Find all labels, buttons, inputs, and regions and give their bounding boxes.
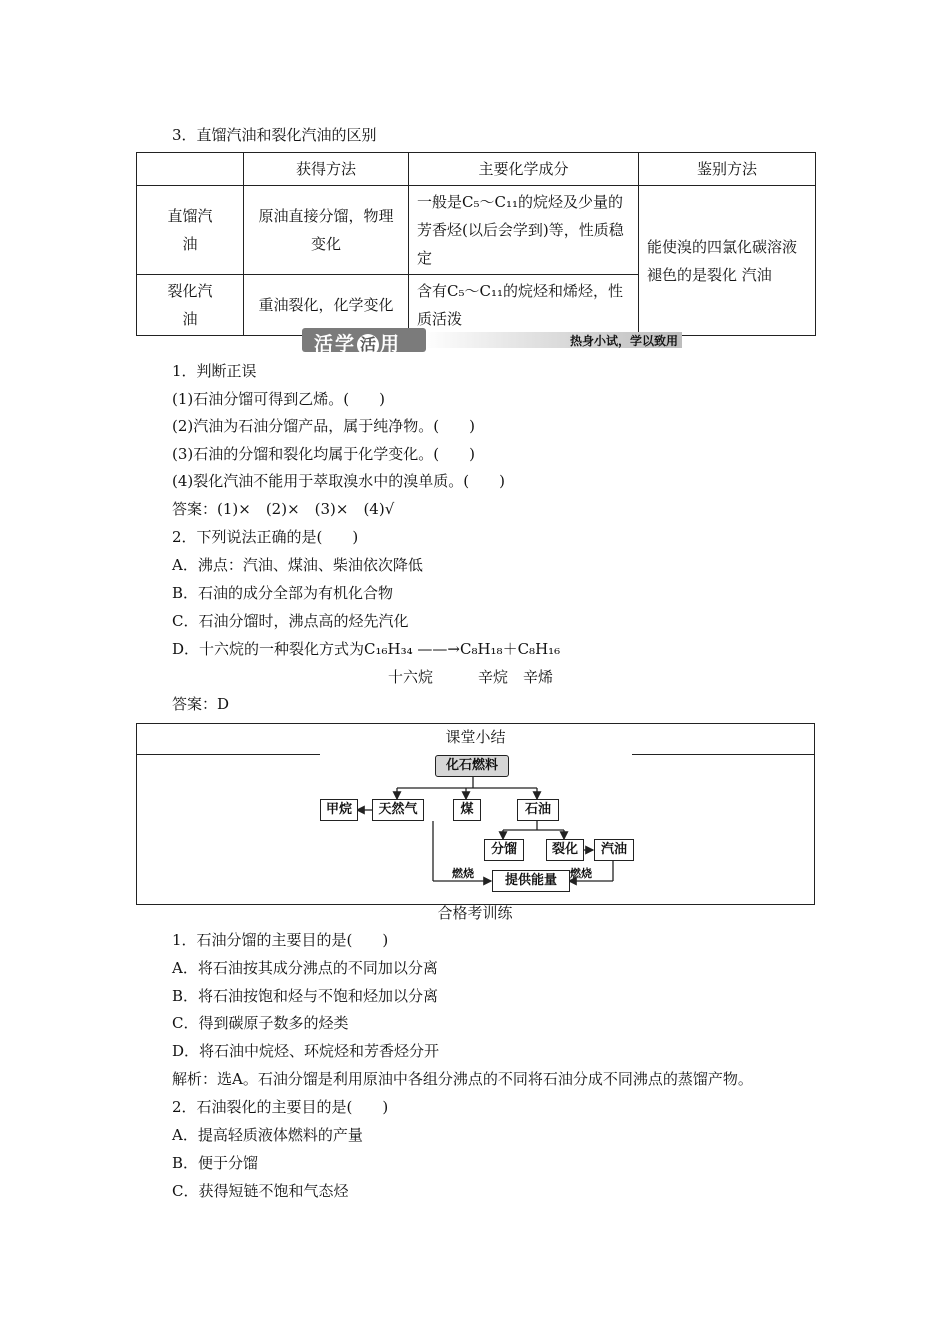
option-line: B．将石油按饱和烃与不饱和烃加以分离 — [172, 987, 439, 1005]
table-header-cell — [137, 153, 244, 186]
banner-title-part: 用 — [380, 333, 402, 355]
option-line: C．得到碳原子数多的烃类 — [172, 1014, 349, 1032]
node-coal: 煤 — [453, 799, 481, 821]
table-header-cell: 鉴别方法 — [639, 153, 816, 186]
judge-item: (1)石油分馏可得到乙烯。( ) — [172, 390, 385, 408]
node-methane: 甲烷 — [320, 799, 358, 821]
option-line: A．将石油按其成分沸点的不同加以分离 — [172, 959, 438, 977]
question-title: 2．下列说法正确的是( ) — [172, 528, 359, 546]
analysis-line: 解析：选A。石油分馏是利用原油中各组分沸点的不同将石油分成不同沸点的蒸馏产物。 — [172, 1070, 753, 1088]
option-line: D．将石油中烷烃、环烷烃和芳香烃分开 — [172, 1042, 440, 1060]
option-line: B．石油的成分全部为有机化合物 — [172, 584, 394, 602]
identification-cell: 能使溴的四氯化碳溶液褪色的是裂化 汽油 — [639, 186, 816, 336]
section-banner — [302, 328, 682, 355]
row-method-cell: 原油直接分馏，物理变化 — [244, 186, 409, 275]
banner-title-part: 活学 — [314, 333, 357, 355]
answer-line: 答案：D — [172, 695, 230, 713]
section-heading: 3．直馏汽油和裂化汽油的区别 — [172, 126, 377, 144]
table-header-cell: 主要化学成分 — [409, 153, 639, 186]
row-name-cell: 直馏汽油 — [137, 186, 244, 275]
answer-line: 答案：(1)× (2)× (3)× (4)√ — [172, 500, 395, 518]
node-natural-gas: 天然气 — [372, 799, 424, 821]
row-components-cell: 含有C₅～C₁₁的烷烃和烯烃，性质活泼 — [409, 275, 639, 336]
table-header-cell: 获得方法 — [244, 153, 409, 186]
row-name-cell: 裂化汽油 — [137, 275, 244, 336]
node-distillation: 分馏 — [484, 839, 524, 861]
banner-title-circle: 活 — [357, 334, 379, 356]
summary-box — [136, 723, 815, 905]
banner-subtitle: 热身小试，学以致用 — [569, 334, 678, 348]
edge-label-combustion: 燃烧 — [452, 867, 474, 880]
node-petroleum: 石油 — [517, 799, 559, 821]
node-provide-energy: 提供能量 — [492, 870, 570, 892]
node-gasoline: 汽油 — [594, 839, 634, 861]
banner-title — [314, 329, 401, 356]
edge-label-combustion: 燃烧 — [570, 867, 592, 880]
question-title: 1．判断正误 — [172, 362, 257, 380]
table-header-row — [137, 153, 816, 186]
option-line: A．提高轻质液体燃料的产量 — [172, 1126, 363, 1144]
option-line: B．便于分馏 — [172, 1154, 259, 1172]
option-line: C．获得短链不饱和气态烃 — [172, 1182, 349, 1200]
judge-item: (2)汽油为石油分馏产品，属于纯净物。( ) — [172, 417, 475, 435]
compound-names: 十六烷 辛烷 辛烯 — [388, 668, 554, 686]
judge-item: (3)石油的分馏和裂化均属于化学变化。( ) — [172, 445, 475, 463]
table-row — [137, 186, 816, 275]
question-title: 2．石油裂化的主要目的是( ) — [172, 1098, 389, 1116]
option-line: D．十六烷的一种裂化方式为C₁₆H₃₄ ——→C₈H₁₈＋C₈H₁₆ — [172, 640, 561, 658]
comparison-table — [136, 152, 816, 336]
row-method-cell: 重油裂化，化学变化 — [244, 275, 409, 336]
node-fossil-fuel: 化石燃料 — [435, 755, 509, 777]
node-cracking: 裂化 — [546, 839, 584, 861]
judge-item: (4)裂化汽油不能用于萃取溴水中的溴单质。( ) — [172, 472, 505, 490]
row-components-cell: 一般是C₅～C₁₁的烷烃及少量的芳香烃(以后会学到)等，性质稳定 — [409, 186, 639, 275]
option-line: C．石油分馏时，沸点高的烃先汽化 — [172, 612, 409, 630]
training-title: 合格考训练 — [437, 904, 513, 922]
summary-title: 课堂小结 — [445, 728, 506, 746]
question-title: 1．石油分馏的主要目的是( ) — [172, 931, 389, 949]
option-line: A．沸点：汽油、煤油、柴油依次降低 — [172, 556, 423, 574]
